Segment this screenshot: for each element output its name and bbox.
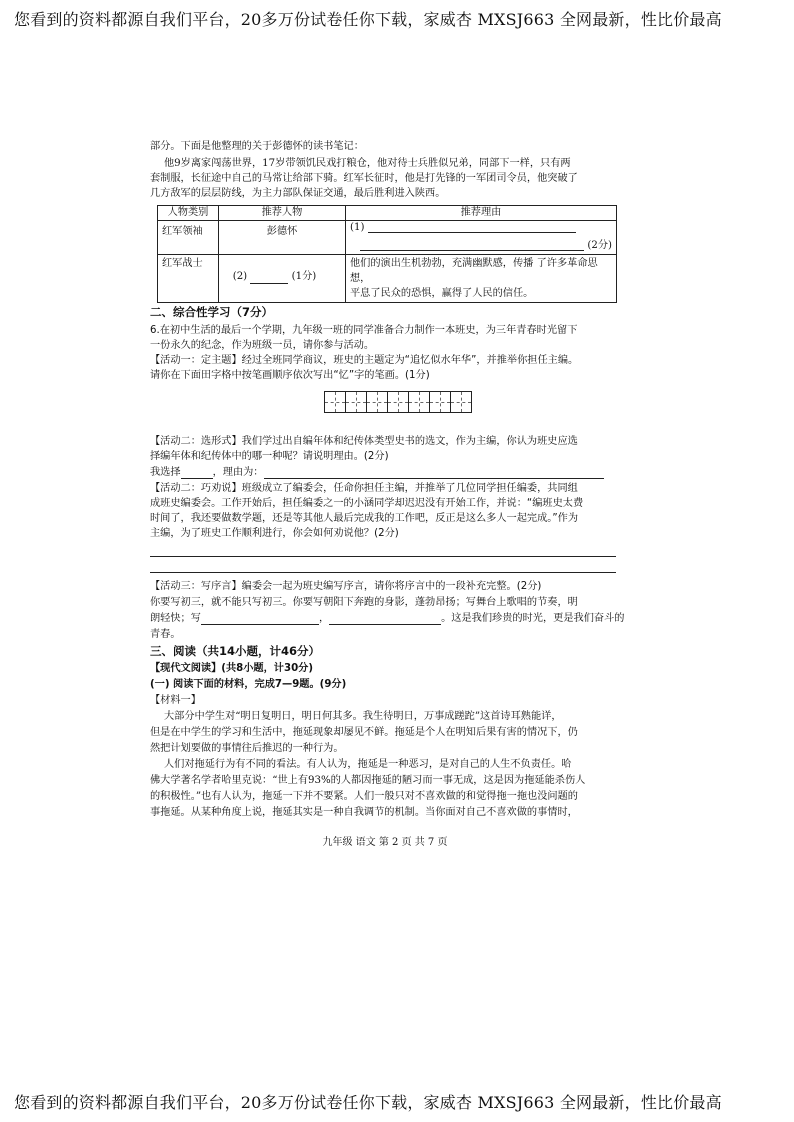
material-label: 【材料一】 (150, 695, 201, 706)
points-label: (2分) (587, 240, 612, 251)
reason-cell (346, 255, 617, 303)
answer-line[interactable] (150, 572, 616, 573)
grid-cell[interactable] (325, 392, 346, 412)
intro-line: 他9岁离家闯荡世界，17岁带领饥民戏打粮仓，他对待士兵胜似兄弟，同部下一样，只有两 (164, 158, 571, 169)
reason-text: 他们的演出生机勃勃，充满幽默感，传播 了许多革命思想， (350, 258, 598, 284)
activity-text: 请你在下面田字格中按笔画顺序依次写出“忆”字的笔画。(1分) (150, 370, 430, 381)
question-text: 一份永久的纪念，作为班级一员，请你参与活动。 (150, 340, 375, 351)
activity-text: 你要写初三，就不能只写初三。你要写朝阳下奔跑的身影，蓬勃昂扬；写舞台上歌唱的节奏，明 (150, 597, 578, 608)
reason-number: (1) (350, 222, 365, 233)
grid-cell[interactable] (409, 392, 430, 412)
activity-text: 主编，为了班史工作顺利进行，你会如何劝说他？(2分) (150, 528, 399, 539)
activity-text: 【活动二：巧劝说】班级成立了编委会，任命你担任主编，并推举了几位同学担任编委，共同组 (150, 483, 578, 494)
table-header: 推荐人物 (219, 206, 346, 221)
person-cell: 彭德怀 (219, 221, 346, 255)
activity-text: 【活动一：定主题】经过全班同学商议，班史的主题定为“追忆似水年华”，并推举你担任主编。 (150, 355, 579, 366)
category-cell: 红军领袖 (158, 221, 219, 255)
section-title: 三、阅读（共14小题，计46分） (150, 644, 321, 658)
choice-line (150, 466, 604, 479)
fill-text: ， (318, 613, 330, 624)
activity-text: 【活动三：写序言】编委会一起为班史编写序言，请你将序言中的一段补充完整。(2分) (150, 581, 542, 592)
intro-line: 部分。下面是他整理的关于彭德怀的读书笔记： (150, 141, 364, 152)
question-text: 6.在初中生活的最后一个学期，九年级一班的同学准备合力制作一本班史，为三年青春时光留下 (150, 325, 578, 336)
answer-blank[interactable] (360, 250, 584, 251)
grid-cell[interactable] (388, 392, 409, 412)
page-footer: 九年级 语文 第 2 页 共 7 页 (322, 837, 448, 848)
person-number: (2) (232, 271, 248, 282)
person-cell (219, 255, 346, 303)
activity-text: 择编年体和纪传体中的哪一种呢？请说明理由。(2分) (150, 451, 389, 462)
bottom-watermark-banner: 您看到的资料都源自我们平台，20多万份试卷任你下载，家威杏 MXSJ663 全网最新，性比价最高 (14, 1093, 722, 1112)
passage-line: 但是在中学生的学习和生活中，拖延现象却屡见不鲜。拖延是个人在明知后果有害的情况下，仍 (150, 727, 578, 738)
answer-blank[interactable] (250, 283, 288, 284)
answer-line[interactable] (150, 556, 616, 557)
reason-cell (346, 221, 617, 255)
reason-label: ，理由为： (212, 467, 264, 478)
table-header: 推荐理由 (346, 206, 617, 221)
grid-cell[interactable] (430, 392, 451, 412)
activity-text: 成班史编委会。工作开始后，担任编委之一的小涵同学却迟迟没有开始工作，并说：“编班史太费 (150, 498, 584, 509)
activity-text: 时间了，我还要做数学题，还是等其他人最后完成我的工作吧，反正是这么多人一起完成。”作为 (150, 513, 579, 524)
table-header: 人物类别 (158, 206, 219, 221)
subsection-title: (一) 阅读下面的材料，完成7—9题。(9分) (150, 679, 347, 690)
activity-text: 青春。 (150, 629, 181, 640)
answer-blank[interactable] (201, 624, 319, 625)
passage-line: 人们对拖延行为有不同的看法。有人认为，拖延是一种恶习，是对自己的人生不负责任。哈 (164, 759, 572, 770)
passage-line: 然把计划要做的事情往后推迟的一种行为。 (150, 743, 344, 754)
intro-line: 几方敌军的层层防线，为主力部队保证交通，最后胜利进入陕西。 (150, 188, 446, 199)
reason-text: 平息了民众的恐惧，赢得了人民的信任。 (350, 288, 534, 299)
section-title: 二、综合性学习（7分） (150, 305, 274, 319)
answer-blank[interactable] (264, 478, 604, 479)
category-cell: 红军战士 (158, 255, 219, 303)
answer-blank[interactable] (181, 478, 213, 479)
passage-line: 大部分中学生对“明日复明日，明日何其多。我生待明日，万事成蹉跎”这首诗耳熟能详， (164, 711, 562, 722)
points-label: (1分) (291, 271, 317, 282)
passage-line: 佛大学著名学者哈里克说：“世上有93%的人都因拖延的陋习而一事无成，这是因为拖延能杀伤人 (150, 775, 586, 786)
passage-line: 事拖延。从某种角度上说，拖延其实是一种自我调节的机制。当你面对自己不喜欢做的事情时， (150, 807, 578, 818)
subsection-title: 【现代文阅读】(共8小题，计30分) (150, 663, 314, 674)
grid-cell[interactable] (367, 392, 388, 412)
fill-text: 。这是我们珍贵的时光，更是我们奋斗的 (441, 613, 625, 624)
top-watermark-banner: 您看到的资料都源自我们平台，20多万份试卷任你下载，家威杏 MXSJ663 全网最新，性比价最高 (14, 10, 722, 29)
fill-text: 朗轻快；写 (150, 613, 201, 624)
answer-blank[interactable] (368, 232, 576, 233)
intro-line: 套制服，长征途中自己的马常让给部下骑。红军长征时，他是打先锋的一军团司令员，他突破了 (150, 173, 578, 184)
grid-cell[interactable] (451, 392, 471, 412)
passage-line: 的积极性。”也有人认为，拖延一下并不要紧。人们一般只对不喜欢做的和觉得拖一拖也没问题的 (150, 791, 578, 802)
fill-line (150, 612, 625, 625)
choose-label: 我选择 (150, 467, 181, 478)
exam-page (150, 138, 625, 850)
answer-blank[interactable] (329, 624, 441, 625)
grid-cell[interactable] (346, 392, 367, 412)
recommendation-table (157, 205, 617, 303)
activity-text: 【活动二：选形式】我们学过出自编年体和纪传体类型史书的选文，作为主编，你认为班史应选 (150, 436, 578, 447)
tianzige-grid[interactable] (324, 391, 472, 413)
